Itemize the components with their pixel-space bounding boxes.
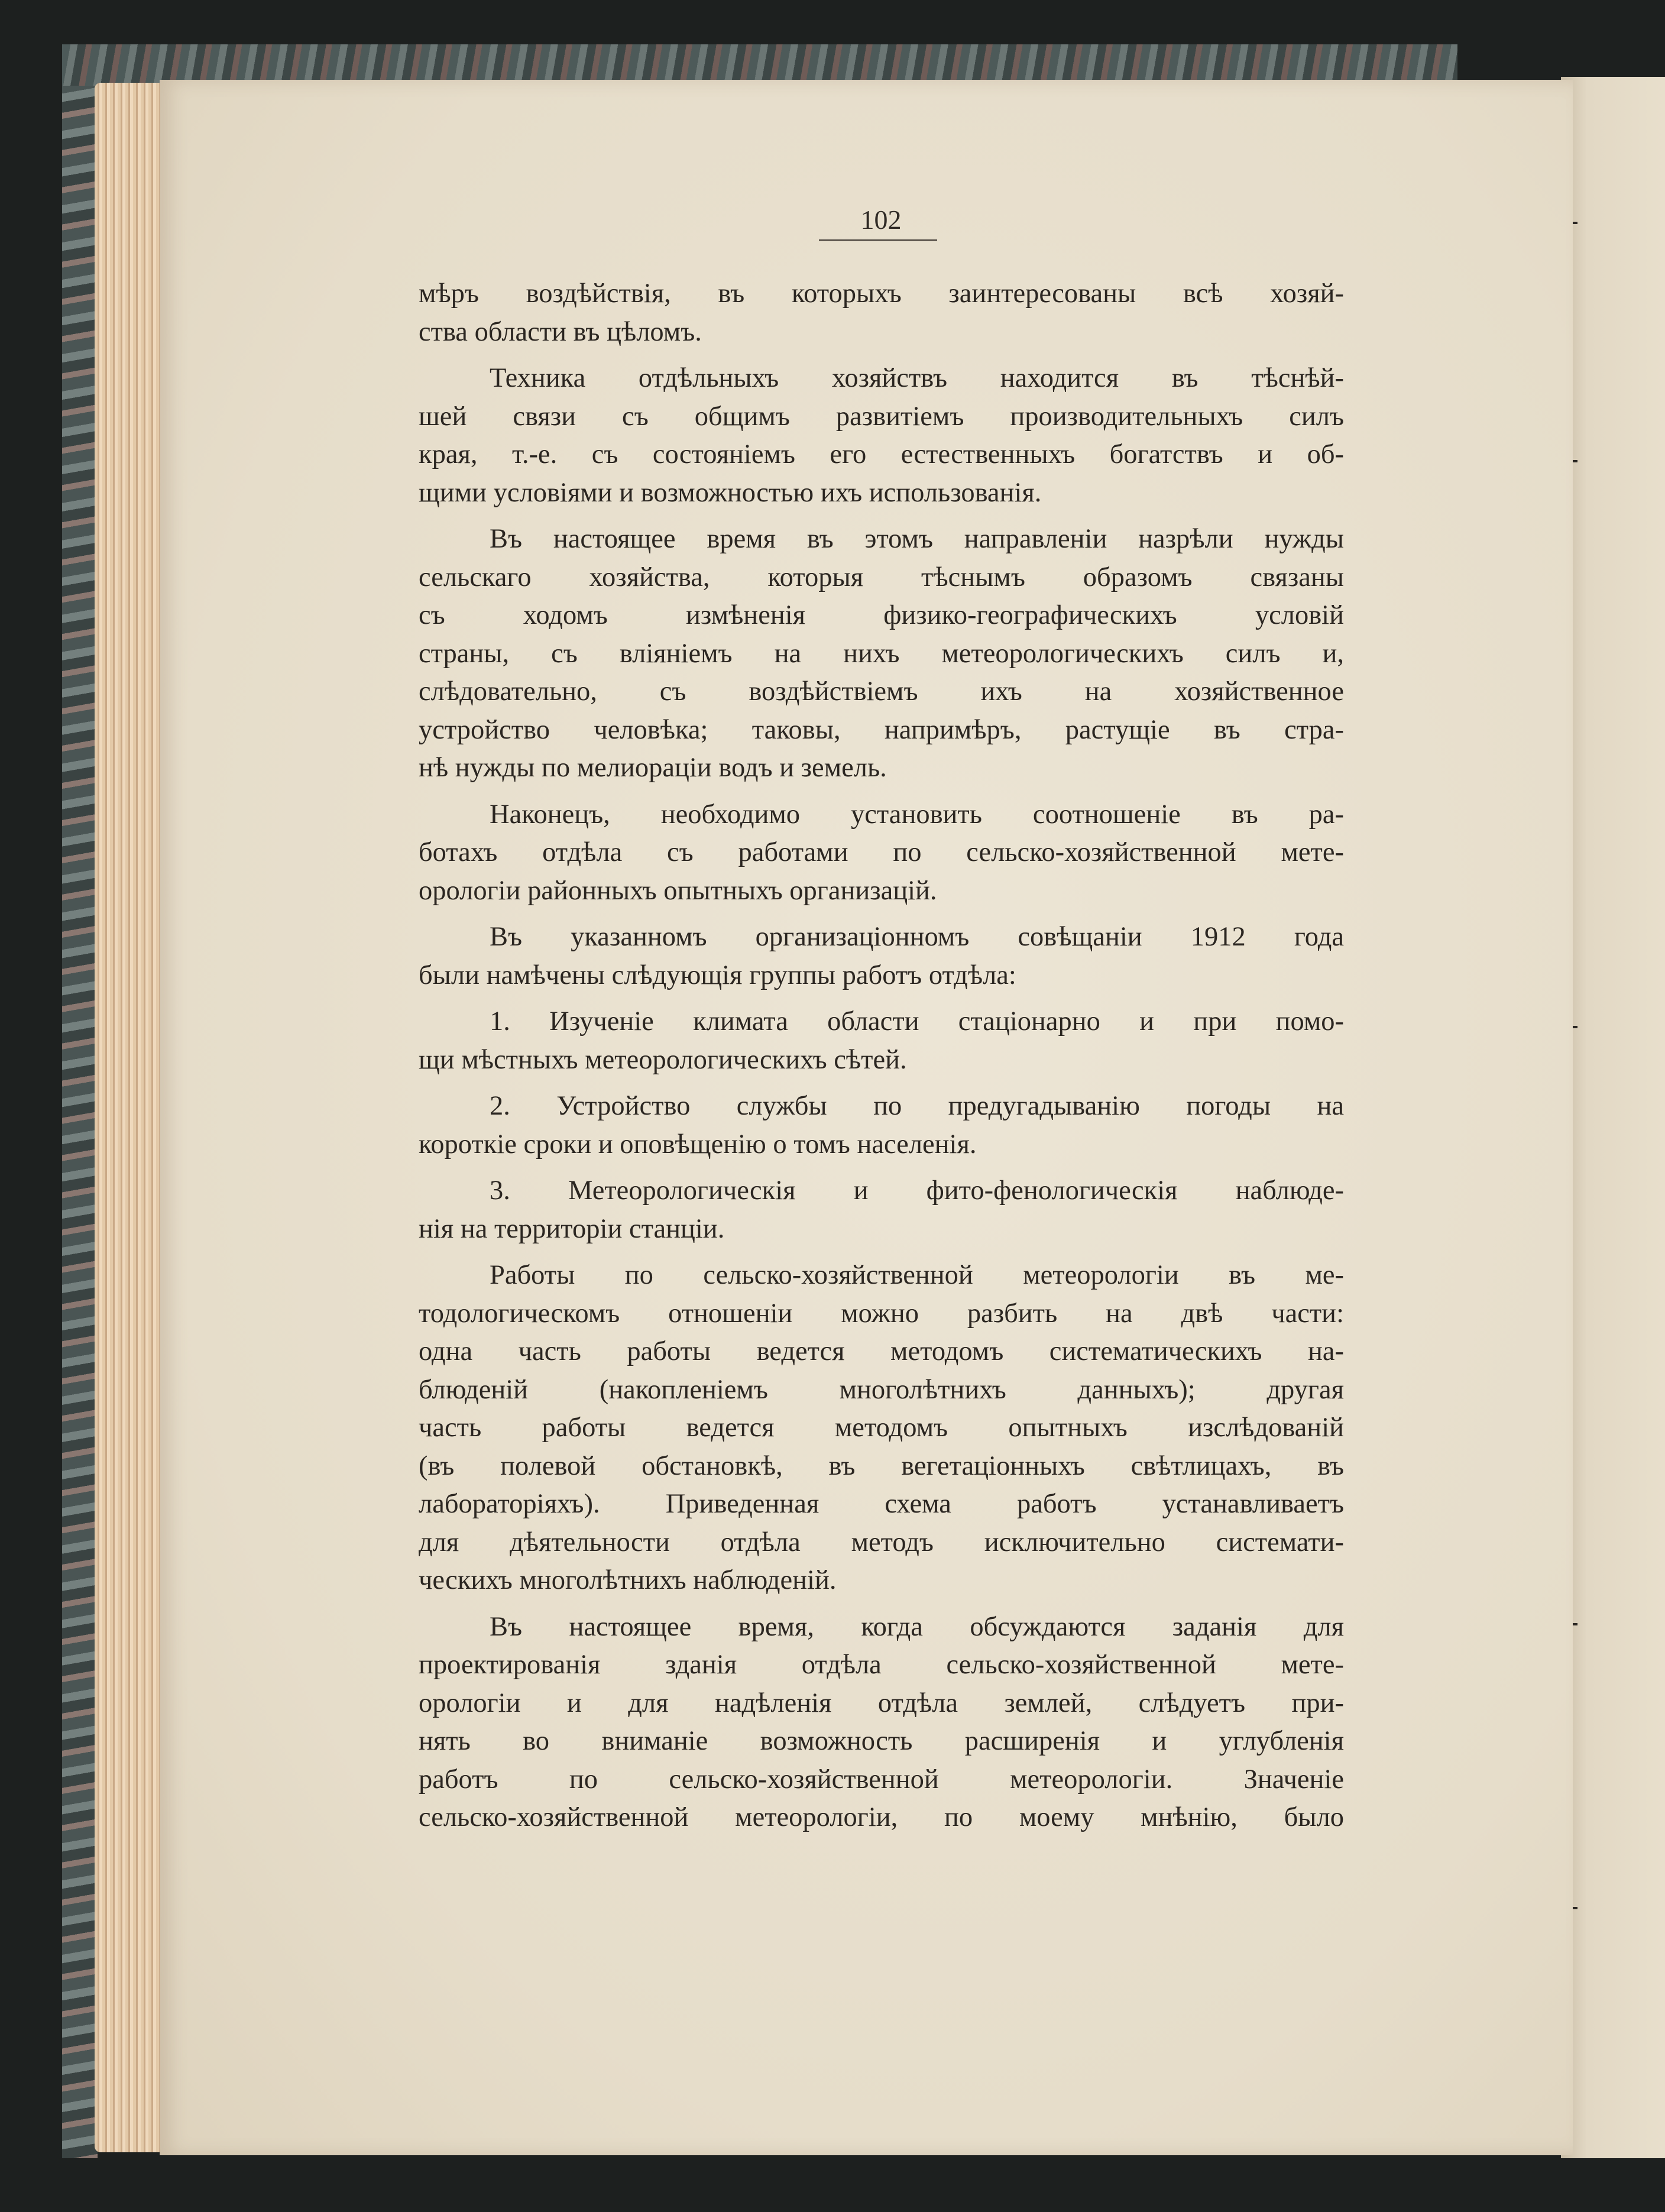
paragraph bbox=[419, 1608, 1344, 1837]
text-line: блюденій (накопленіемъ многолѣтнихъ данныхъ); другая bbox=[419, 1374, 1344, 1405]
text-line: ческихъ многолѣтнихъ наблюденій. bbox=[419, 1565, 837, 1595]
body-text bbox=[419, 275, 1344, 1845]
text-line: шей связи съ общимъ развитіемъ производительныхъ силъ bbox=[419, 401, 1344, 432]
text-line: для дѣятельности отдѣла методъ исключительно системати- bbox=[419, 1527, 1344, 1557]
paragraph bbox=[419, 796, 1344, 911]
text-line: Въ настоящее время въ этомъ направленіи назрѣли нужды bbox=[490, 524, 1344, 554]
text-line: 1. Изученіе климата области стаціонарно и при помо- bbox=[490, 1006, 1344, 1037]
text-line: одна часть работы ведется методомъ систематическихъ на- bbox=[419, 1336, 1344, 1366]
text-line: щими условіями и возможностью ихъ использованія. bbox=[419, 477, 1042, 508]
text-line: нія на территоріи станціи. bbox=[419, 1213, 725, 1244]
text-line: устройство человѣка; таковы, напримѣръ, растущіе въ стра- bbox=[419, 714, 1344, 745]
text-line: мѣръ воздѣйствія, въ которыхъ заинтересованы всѣ хозяй- bbox=[419, 278, 1344, 309]
text-line: короткіе сроки и оповѣщенію о томъ населенія. bbox=[419, 1129, 977, 1160]
text-line: работъ по сельско-хозяйственной метеорологіи. Значеніе bbox=[419, 1764, 1344, 1795]
text-line: Въ указанномъ организаціонномъ совѣщаніи 1912 года bbox=[490, 922, 1344, 952]
text-line: 3. Метеорологическія и фито-фенологическія наблюде- bbox=[490, 1175, 1344, 1206]
page-number-rule bbox=[819, 239, 937, 241]
paragraph bbox=[419, 360, 1344, 512]
text-line: тодологическомъ отношеніи можно разбить на двѣ части: bbox=[419, 1298, 1344, 1329]
text-line: страны, съ вліяніемъ на нихъ метеорологическихъ силъ и, bbox=[419, 638, 1344, 669]
text-line: часть работы ведется методомъ опытныхъ изслѣдованій bbox=[419, 1413, 1344, 1443]
text-line: проектированія зданія отдѣла сельско-хозяйственной мете- bbox=[419, 1650, 1344, 1680]
text-line: сельско-хозяйственной метеорологіи, по моему мнѣнію, было bbox=[419, 1802, 1344, 1832]
text-line: Наконецъ, необходимо установить соотношеніе въ ра- bbox=[490, 799, 1344, 830]
paragraph bbox=[419, 275, 1344, 351]
text-line: нѣ нужды по мелиораціи водъ и земель. bbox=[419, 753, 887, 783]
text-line: сельскаго хозяйства, которыя тѣснымъ образомъ связаны bbox=[419, 562, 1344, 592]
paragraph bbox=[419, 1172, 1344, 1248]
text-line: щи мѣстныхъ метеорологическихъ сѣтей. bbox=[419, 1044, 907, 1075]
text-line: лабораторіяхъ). Приведенная схема работъ устанавливаетъ bbox=[419, 1489, 1344, 1519]
facing-page bbox=[1561, 77, 1665, 2158]
text-line: Техника отдѣльныхъ хозяйствъ находится въ тѣснѣй- bbox=[490, 363, 1344, 393]
text-line: съ ходомъ измѣненія физико-географическихъ условій bbox=[419, 600, 1344, 630]
paragraph bbox=[419, 918, 1344, 995]
text-line: (въ полевой обстановкѣ, въ вегетаціонныхъ свѣтлицахъ, въ bbox=[419, 1450, 1344, 1481]
page-number: 102 bbox=[860, 205, 902, 235]
paragraph bbox=[419, 520, 1344, 788]
text-line: 2. Устройство службы по предугадыванію погоды на bbox=[490, 1091, 1344, 1121]
text-line: нять во вниманіе возможность расширенія и углубленія bbox=[419, 1726, 1344, 1756]
text-line: слѣдовательно, съ воздѣйствіемъ ихъ на хозяйственное bbox=[419, 676, 1344, 707]
text-line: ства области въ цѣломъ. bbox=[419, 316, 702, 347]
text-line: Въ настоящее время, когда обсуждаются заданія для bbox=[490, 1611, 1344, 1642]
text-line: орологіи районныхъ опытныхъ организацій. bbox=[419, 875, 937, 906]
paragraph bbox=[419, 1087, 1344, 1164]
text-line: ботахъ отдѣла съ работами по сельско-хозяйственной мете- bbox=[419, 837, 1344, 867]
paragraph bbox=[419, 1003, 1344, 1079]
text-line: орологіи и для надѣленія отдѣла землей, слѣдуетъ при- bbox=[419, 1688, 1344, 1718]
text-line: края, т.-е. съ состояніемъ его естественныхъ богатствъ и об- bbox=[419, 439, 1344, 469]
text-line: Работы по сельско-хозяйственной метеорологіи въ ме- bbox=[490, 1260, 1344, 1290]
paragraph bbox=[419, 1256, 1344, 1600]
book-cover-edge-left bbox=[62, 44, 98, 2158]
text-line: были намѣчены слѣдующія группы работъ отдѣла: bbox=[419, 960, 1016, 990]
